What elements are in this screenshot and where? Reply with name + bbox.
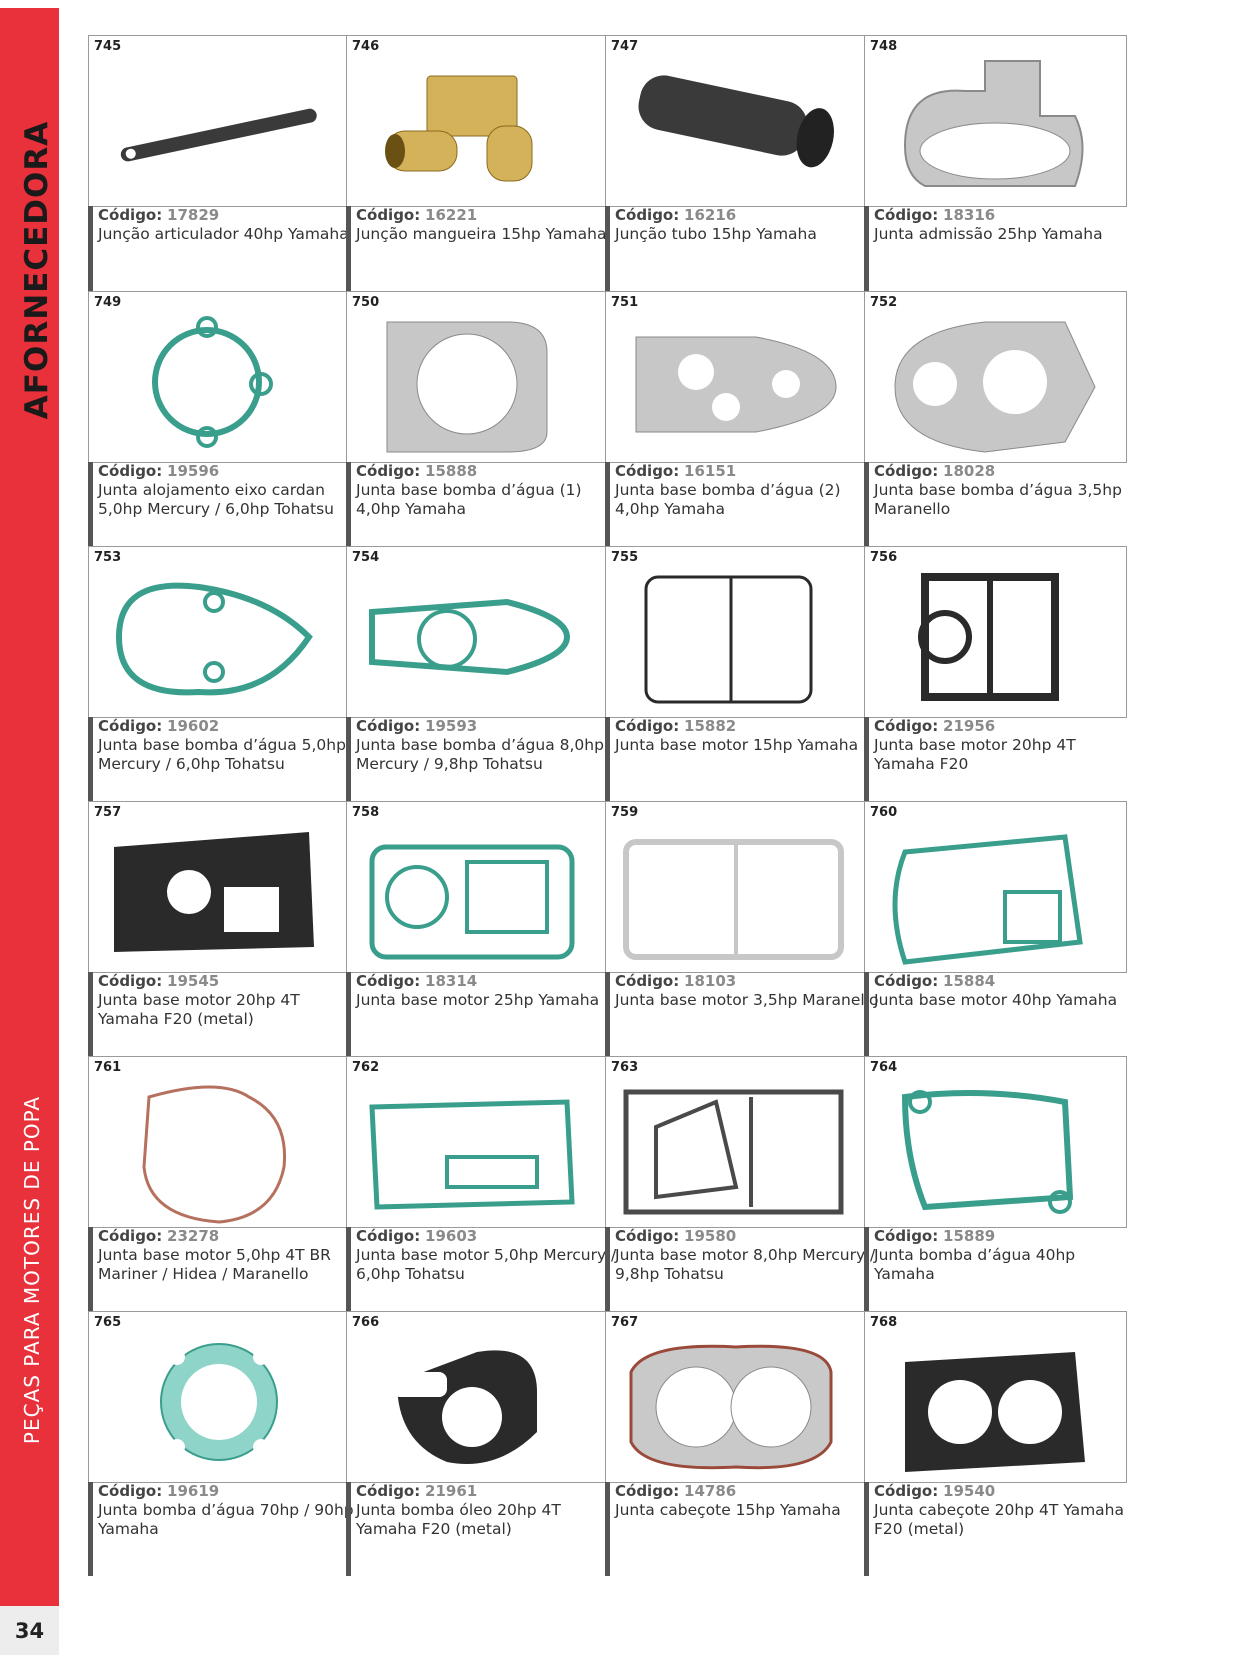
product-info	[864, 206, 1132, 300]
product-description: Junta base motor 15hp Yamaha	[615, 736, 859, 754]
product-card	[88, 801, 351, 1066]
product-photo	[347, 292, 608, 462]
product-code	[610, 1482, 873, 1501]
product-code	[869, 462, 1132, 481]
product-code	[93, 462, 356, 481]
product-info	[346, 462, 614, 556]
item-number: 759	[611, 805, 639, 820]
item-number: 764	[870, 1060, 898, 1075]
product-photo-frame	[346, 35, 609, 207]
product-description: Yamaha F20	[874, 755, 969, 773]
product-description: Junta base motor 25hp Yamaha	[356, 991, 600, 1009]
product-code	[610, 972, 873, 991]
code-value: 19593	[425, 717, 478, 735]
product-code	[351, 1227, 614, 1246]
section-title-text: PEÇAS PARA MOTORES DE POPA	[20, 1095, 44, 1445]
code-label: Código:	[615, 972, 680, 990]
product-info	[88, 972, 356, 1066]
product-description: F20 (metal)	[874, 1520, 965, 1538]
product-description: Junta base motor 8,0hp Mercury /	[615, 1246, 876, 1264]
product-photo-frame	[605, 291, 868, 463]
product-description: Yamaha	[98, 1520, 159, 1538]
item-number: 755	[611, 550, 639, 565]
code-value: 18316	[943, 206, 996, 224]
product-description: 5,0hp Mercury / 6,0hp Tohatsu	[98, 500, 335, 518]
product-photo	[347, 36, 608, 206]
code-label: Código:	[98, 462, 163, 480]
product-photo-frame	[605, 1056, 868, 1228]
product-photo	[865, 292, 1126, 462]
product-code	[351, 462, 614, 481]
product-photo	[606, 802, 867, 972]
product-photo	[89, 1312, 350, 1482]
item-number: 760	[870, 805, 898, 820]
product-info	[88, 1227, 356, 1321]
product-description: Junta base motor 3,5hp Maranello	[615, 991, 879, 1009]
product-card	[864, 291, 1127, 556]
code-label: Código:	[615, 206, 680, 224]
product-photo-frame	[605, 1311, 868, 1483]
product-card	[605, 546, 868, 811]
product-photo-frame	[605, 801, 868, 973]
product-photo-frame	[346, 1311, 609, 1483]
product-description: Junta base bomba d’água 3,5hp	[874, 481, 1122, 499]
product-info	[605, 206, 873, 300]
brand-logo	[20, 120, 54, 420]
product-photo-frame	[346, 546, 609, 718]
product-photo	[865, 547, 1126, 717]
product-description: Junta base motor 5,0hp Mercury /	[356, 1246, 617, 1264]
product-info	[346, 206, 614, 300]
code-value: 14786	[684, 1482, 737, 1500]
product-card	[864, 801, 1127, 1066]
item-number: 754	[352, 550, 380, 565]
code-value: 18028	[943, 462, 996, 480]
product-card	[864, 35, 1127, 300]
section-title	[18, 1090, 46, 1450]
item-number: 753	[94, 550, 122, 565]
item-number: 765	[94, 1315, 122, 1330]
code-label: Código:	[356, 462, 421, 480]
product-info	[864, 972, 1132, 1066]
code-label: Código:	[356, 1227, 421, 1245]
code-value: 19619	[167, 1482, 220, 1500]
product-card	[88, 1056, 351, 1321]
product-info	[346, 717, 614, 811]
code-value: 15888	[425, 462, 478, 480]
code-label: Código:	[98, 717, 163, 735]
item-number: 752	[870, 295, 898, 310]
product-card	[346, 546, 609, 811]
code-value: 16221	[425, 206, 478, 224]
code-value: 18103	[684, 972, 737, 990]
product-photo-frame	[864, 1311, 1127, 1483]
code-label: Código:	[356, 717, 421, 735]
product-photo	[347, 1057, 608, 1227]
product-code	[93, 1227, 356, 1246]
product-description: Maranello	[874, 500, 951, 518]
code-label: Código:	[98, 972, 163, 990]
item-number: 745	[94, 39, 122, 54]
product-code	[610, 1227, 873, 1246]
product-description: Junta base motor 20hp 4T	[874, 736, 1076, 754]
product-code	[869, 1482, 1132, 1501]
product-info	[346, 1227, 617, 1321]
product-info	[605, 972, 879, 1066]
product-card	[346, 1311, 609, 1576]
item-number: 749	[94, 295, 122, 310]
product-info	[346, 1482, 614, 1576]
product-photo-frame	[864, 291, 1127, 463]
brand-name: AFORNECEDORA	[19, 120, 56, 420]
product-description: Junção tubo 15hp Yamaha	[615, 225, 817, 243]
code-value: 19596	[167, 462, 220, 480]
product-description: Mercury / 9,8hp Tohatsu	[356, 755, 543, 773]
product-code	[869, 717, 1132, 736]
product-info	[864, 1227, 1132, 1321]
product-description: 9,8hp Tohatsu	[615, 1265, 724, 1283]
product-info	[88, 206, 356, 300]
item-number: 767	[611, 1315, 639, 1330]
product-code	[93, 717, 356, 736]
item-number: 761	[94, 1060, 122, 1075]
product-description: Junta bomba d’água 70hp / 90hp	[98, 1501, 354, 1519]
product-card	[605, 1056, 876, 1321]
product-code	[351, 972, 614, 991]
product-info	[605, 717, 873, 811]
product-photo	[606, 1312, 867, 1482]
product-card	[346, 35, 609, 300]
product-description: Junta base bomba d’água 5,0hp	[98, 736, 346, 754]
product-photo	[89, 1057, 350, 1227]
product-description: Junta base bomba d’água 8,0hp	[356, 736, 604, 754]
product-photo-frame	[346, 291, 609, 463]
item-number: 768	[870, 1315, 898, 1330]
product-card	[346, 1056, 617, 1321]
product-card	[605, 801, 879, 1066]
code-value: 15889	[943, 1227, 996, 1245]
product-photo-frame	[346, 801, 609, 973]
product-card	[605, 35, 868, 300]
product-photo-frame	[605, 35, 868, 207]
product-code	[610, 206, 873, 225]
code-label: Código:	[874, 1482, 939, 1500]
product-info	[88, 462, 356, 556]
code-label: Código:	[356, 1482, 421, 1500]
code-value: 19603	[425, 1227, 478, 1245]
product-description: Yamaha F20 (metal)	[98, 1010, 254, 1028]
item-number: 748	[870, 39, 898, 54]
product-code	[93, 972, 356, 991]
product-card	[88, 35, 351, 300]
code-value: 16216	[684, 206, 737, 224]
item-number: 763	[611, 1060, 639, 1075]
code-label: Código:	[98, 1227, 163, 1245]
item-number: 762	[352, 1060, 380, 1075]
code-value: 15882	[684, 717, 737, 735]
product-photo	[89, 802, 350, 972]
product-code	[610, 717, 873, 736]
product-description: Yamaha F20 (metal)	[356, 1520, 512, 1538]
code-label: Código:	[615, 462, 680, 480]
product-photo-frame	[605, 546, 868, 718]
product-code	[93, 1482, 356, 1501]
product-photo	[606, 292, 867, 462]
product-code	[351, 206, 614, 225]
product-info	[605, 1227, 876, 1321]
product-photo	[89, 547, 350, 717]
code-value: 16151	[684, 462, 737, 480]
product-description: Junta bomba óleo 20hp 4T	[356, 1501, 561, 1519]
item-number: 757	[94, 805, 122, 820]
product-photo-frame	[88, 1056, 351, 1228]
code-value: 19580	[684, 1227, 737, 1245]
product-description: Junta alojamento eixo cardan	[98, 481, 325, 499]
product-code	[351, 717, 614, 736]
product-photo	[606, 1057, 867, 1227]
product-description: Yamaha	[874, 1265, 935, 1283]
code-label: Código:	[615, 1227, 680, 1245]
product-photo	[865, 1312, 1126, 1482]
product-description: Junta admissão 25hp Yamaha	[874, 225, 1103, 243]
item-number: 756	[870, 550, 898, 565]
product-info	[864, 717, 1132, 811]
product-photo	[347, 802, 608, 972]
code-label: Código:	[874, 717, 939, 735]
product-info	[605, 1482, 873, 1576]
code-label: Código:	[615, 717, 680, 735]
product-description: Junção articulador 40hp Yamaha	[98, 225, 349, 243]
code-label: Código:	[874, 206, 939, 224]
product-photo	[347, 547, 608, 717]
product-photo-frame	[864, 35, 1127, 207]
product-description: Junção mangueira 15hp Yamaha	[356, 225, 607, 243]
code-label: Código:	[98, 1482, 163, 1500]
product-card	[864, 1311, 1127, 1576]
product-photo-frame	[864, 546, 1127, 718]
product-code	[869, 972, 1132, 991]
product-code	[869, 206, 1132, 225]
product-photo	[89, 36, 350, 206]
product-info	[864, 1482, 1132, 1576]
code-label: Código:	[874, 462, 939, 480]
product-code	[351, 1482, 614, 1501]
code-value: 19540	[943, 1482, 996, 1500]
product-description: Junta base bomba d’água (1)	[356, 481, 582, 499]
product-info	[864, 462, 1132, 556]
code-value: 21961	[425, 1482, 478, 1500]
code-value: 19545	[167, 972, 220, 990]
product-code	[93, 206, 356, 225]
product-description: Junta base motor 5,0hp 4T BR	[98, 1246, 331, 1264]
product-description: Mercury / 6,0hp Tohatsu	[98, 755, 285, 773]
product-photo-frame	[88, 291, 351, 463]
product-photo	[865, 36, 1126, 206]
product-description: 4,0hp Yamaha	[615, 500, 725, 518]
product-photo	[606, 36, 867, 206]
product-info	[88, 1482, 356, 1576]
item-number: 766	[352, 1315, 380, 1330]
product-description: Junta base bomba d’água (2)	[615, 481, 841, 499]
product-info	[346, 972, 614, 1066]
page-number	[0, 1606, 59, 1655]
product-card	[605, 291, 868, 556]
product-card	[346, 801, 609, 1066]
code-label: Código:	[356, 206, 421, 224]
code-label: Código:	[98, 206, 163, 224]
code-value: 21956	[943, 717, 996, 735]
product-photo-frame	[864, 1056, 1127, 1228]
product-card	[88, 546, 351, 811]
item-number: 751	[611, 295, 639, 310]
item-number: 747	[611, 39, 639, 54]
product-photo-frame	[88, 801, 351, 973]
product-photo-frame	[346, 1056, 609, 1228]
code-value: 15884	[943, 972, 996, 990]
product-description: Mariner / Hidea / Maranello	[98, 1265, 309, 1283]
product-code	[869, 1227, 1132, 1246]
product-description: Junta base motor 20hp 4T	[98, 991, 300, 1009]
code-value: 19602	[167, 717, 220, 735]
product-info	[605, 462, 873, 556]
product-photo	[865, 1057, 1126, 1227]
product-code	[610, 462, 873, 481]
code-label: Código:	[615, 1482, 680, 1500]
product-card	[864, 546, 1127, 811]
code-value: 23278	[167, 1227, 220, 1245]
page-number-text: 34	[14, 1618, 45, 1643]
item-number: 746	[352, 39, 380, 54]
code-label: Código:	[874, 972, 939, 990]
code-value: 17829	[167, 206, 220, 224]
product-card	[346, 291, 609, 556]
product-photo-frame	[88, 35, 351, 207]
item-number: 758	[352, 805, 380, 820]
product-card	[864, 1056, 1127, 1321]
product-photo-frame	[864, 801, 1127, 973]
product-photo	[865, 802, 1126, 972]
item-number: 750	[352, 295, 380, 310]
product-card	[88, 291, 351, 556]
product-description: 4,0hp Yamaha	[356, 500, 466, 518]
product-info	[88, 717, 356, 811]
product-description: Junta base motor 40hp Yamaha	[874, 991, 1118, 1009]
code-label: Código:	[356, 972, 421, 990]
code-value: 18314	[425, 972, 478, 990]
product-photo	[347, 1312, 608, 1482]
code-label: Código:	[874, 1227, 939, 1245]
product-description: Junta cabeçote 15hp Yamaha	[615, 1501, 841, 1519]
product-photo	[606, 547, 867, 717]
product-card	[605, 1311, 868, 1576]
product-photo-frame	[88, 546, 351, 718]
product-description: Junta bomba d’água 40hp	[874, 1246, 1076, 1264]
product-description: Junta cabeçote 20hp 4T Yamaha	[874, 1501, 1124, 1519]
product-description: 6,0hp Tohatsu	[356, 1265, 465, 1283]
product-photo	[89, 292, 350, 462]
product-card	[88, 1311, 354, 1576]
product-photo-frame	[88, 1311, 351, 1483]
